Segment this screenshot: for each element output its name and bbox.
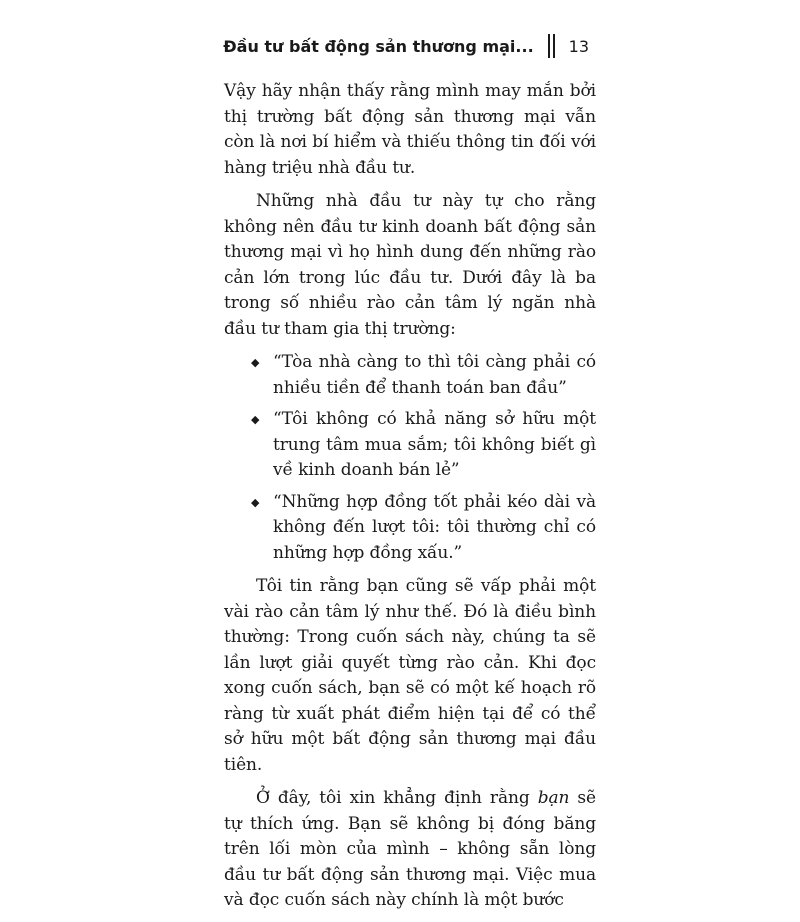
running-header — [223, 34, 589, 58]
page-number: 13 — [568, 36, 589, 56]
header-divider — [548, 34, 555, 58]
list-item-text: “Tôi không có khả năng sở hữu một trung tâm mua sắm; tôi không biết gì về kinh doanh bán lẻ” — [273, 409, 596, 480]
paragraph-4 — [224, 786, 596, 914]
paragraph-4-start: Ở đây, tôi xin khẳng định rằng — [256, 788, 538, 808]
body-text — [224, 79, 596, 922]
list-item-text: “Những hợp đồng tốt phải kéo dài và không đến lượt tôi: tôi thường chỉ có những hợp đồng xấu.” — [273, 491, 596, 563]
list-item — [251, 490, 596, 567]
paragraph-2: Những nhà đầu tư này tự cho rằng không nên đầu tư kinh doanh bất động sản thương mại vì họ hình dung đến những rào cản lớn trong lúc đầu tư. Dưới đây là ba trong số nhiều rào cản tâm lý ngăn nhà đầu tư tham gia thị trường: — [224, 191, 596, 339]
list-item-text: “Tòa nhà càng to thì tôi càng phải có nhiều tiền để thanh toán ban đầu” — [273, 352, 596, 398]
list-item — [251, 407, 596, 484]
running-title: Đầu tư bất động sản thương mại... — [223, 36, 534, 56]
paragraph-3: Tôi tin rằng bạn cũng sẽ vấp phải một vài rào cản tâm lý như thế. Đó là điều bình thường: Trong cuốn sách này, chúng ta sẽ lần lượt giải quyết từng rào cản. Khi đọc xong cuốn sách, bạn sẽ có một kế hoạch rõ ràng từ xuất phát điểm hiện tại để có thể sở hữu một bất động sản thương mại đầu tiên. — [224, 576, 596, 775]
paragraph-1: Vậy hãy nhận thấy rằng mình may mắn bởi thị trường bất động sản thương mại vẫn còn là nơi bí hiểm và thiếu thông tin đối với hàng triệu nhà đầu tư. — [224, 81, 596, 178]
diamond-bullet-icon: ◆ — [251, 356, 260, 369]
diamond-bullet-icon: ◆ — [251, 413, 260, 426]
barrier-list — [224, 350, 596, 566]
paragraph-4-end: sẽ tự thích ứng. Bạn sẽ không bị đóng băng trên lối mòn của mình – không sẵn lòng đầu tư bất động sản thương mại. Việc mua và đọc cuốn sách này chính là một bước — [224, 788, 596, 910]
list-item — [251, 350, 596, 401]
emphasis-ban: bạn — [537, 788, 570, 808]
diamond-bullet-icon: ◆ — [251, 495, 260, 509]
